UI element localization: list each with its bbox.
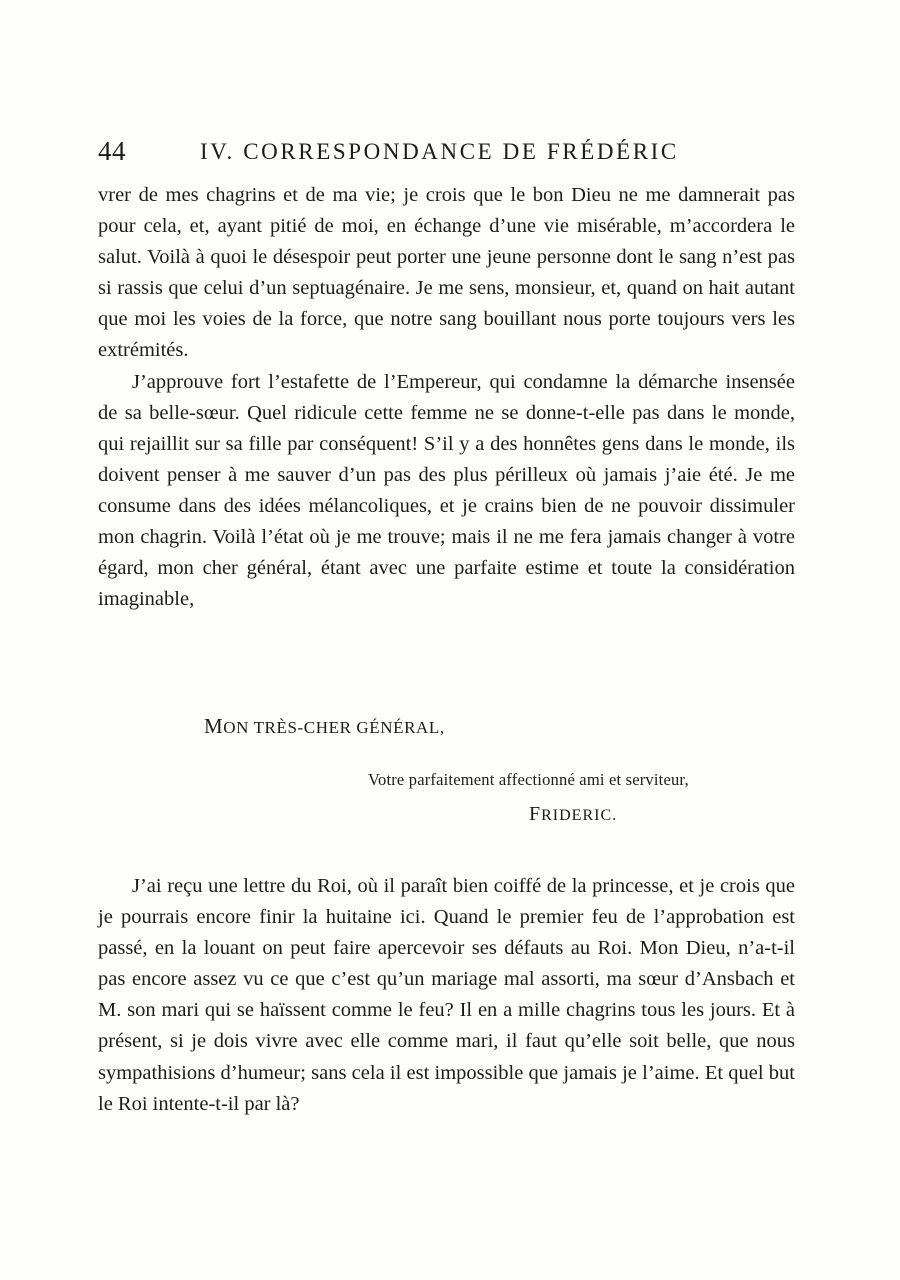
second-letter-body bbox=[98, 871, 795, 1120]
running-head bbox=[98, 136, 798, 170]
letter-body bbox=[98, 180, 795, 615]
paragraph-estafette: J’approuve fort l’estafette de l’Empereur, qui condamne la démarche insensée de sa belle-sœur. Quel ridicule cette femme ne se donne-t-elle pas dans le monde, qui rejaillit sur sa fille par conséquent! S’il y a des honnêtes gens dans le monde, ils doivent penser à me sauver d’un pas des plus périlleux où jamais j’aie été. Je me consume dans des idées mélancoliques, et je crains bien de ne pouvoir dissimuler mon chagrin. Voilà l’état où je me trouve; mais il ne me fera jamais changer à votre égard, mon cher général, étant avec une parfaite estime et toute la considération imaginable, bbox=[98, 370, 795, 611]
salutation bbox=[204, 714, 445, 739]
page-number: 44 bbox=[98, 136, 126, 166]
running-title: IV. CORRESPONDANCE DE FRÉDÉRIC bbox=[200, 139, 679, 164]
signature-rest: RIDERIC. bbox=[541, 807, 618, 824]
paragraph-lettre-du-roi: J’ai reçu une lettre du Roi, où il paraît bien coiffé de la princesse, et je crois que je pourrais encore finir la huitaine ici. Quand le premier feu de l’approbation est passé, en la louant on peut faire apercevoir ses défauts au Roi. Mon Dieu, n’a-t-il pas encore assez vu ce que c’est qu’un mariage mal assorti, ma sœur d’Ansbach et M. son mari qui se haïssent comme le feu? Il en a mille chagrins tous les jours. Et à présent, si je dois vivre avec elle comme mari, il faut qu’elle soit belle, que nous sympathisions d’humeur; sans cela il est impossible que jamais je l’aime. Et quel but le Roi intente-t-il par là? bbox=[98, 875, 795, 1115]
paragraph-continuation: vrer de mes chagrins et de ma vie; je crois que le bon Dieu ne me damnerait pas pour cela, et, ayant pitié de moi, en échange d’une vie misérable, m’accordera le salut. Voilà à quoi le désespoir peut porter une jeune personne dont le sang n’est pas si rassis que celui d’un septuagénaire. Je me sens, monsieur, et, quand on hait autant que moi les voies de la force, que notre sang bouillant nous porte toujours vers les extrémités. bbox=[98, 184, 795, 362]
salutation-rest: ON TRÈS-CHER GÉNÉRAL, bbox=[223, 718, 445, 737]
signature-initial: F bbox=[529, 803, 542, 825]
closing-formula: Votre parfaitement affectionné ami et serviteur, bbox=[368, 770, 689, 789]
salutation-initial: M bbox=[204, 714, 224, 738]
signature bbox=[529, 803, 617, 826]
